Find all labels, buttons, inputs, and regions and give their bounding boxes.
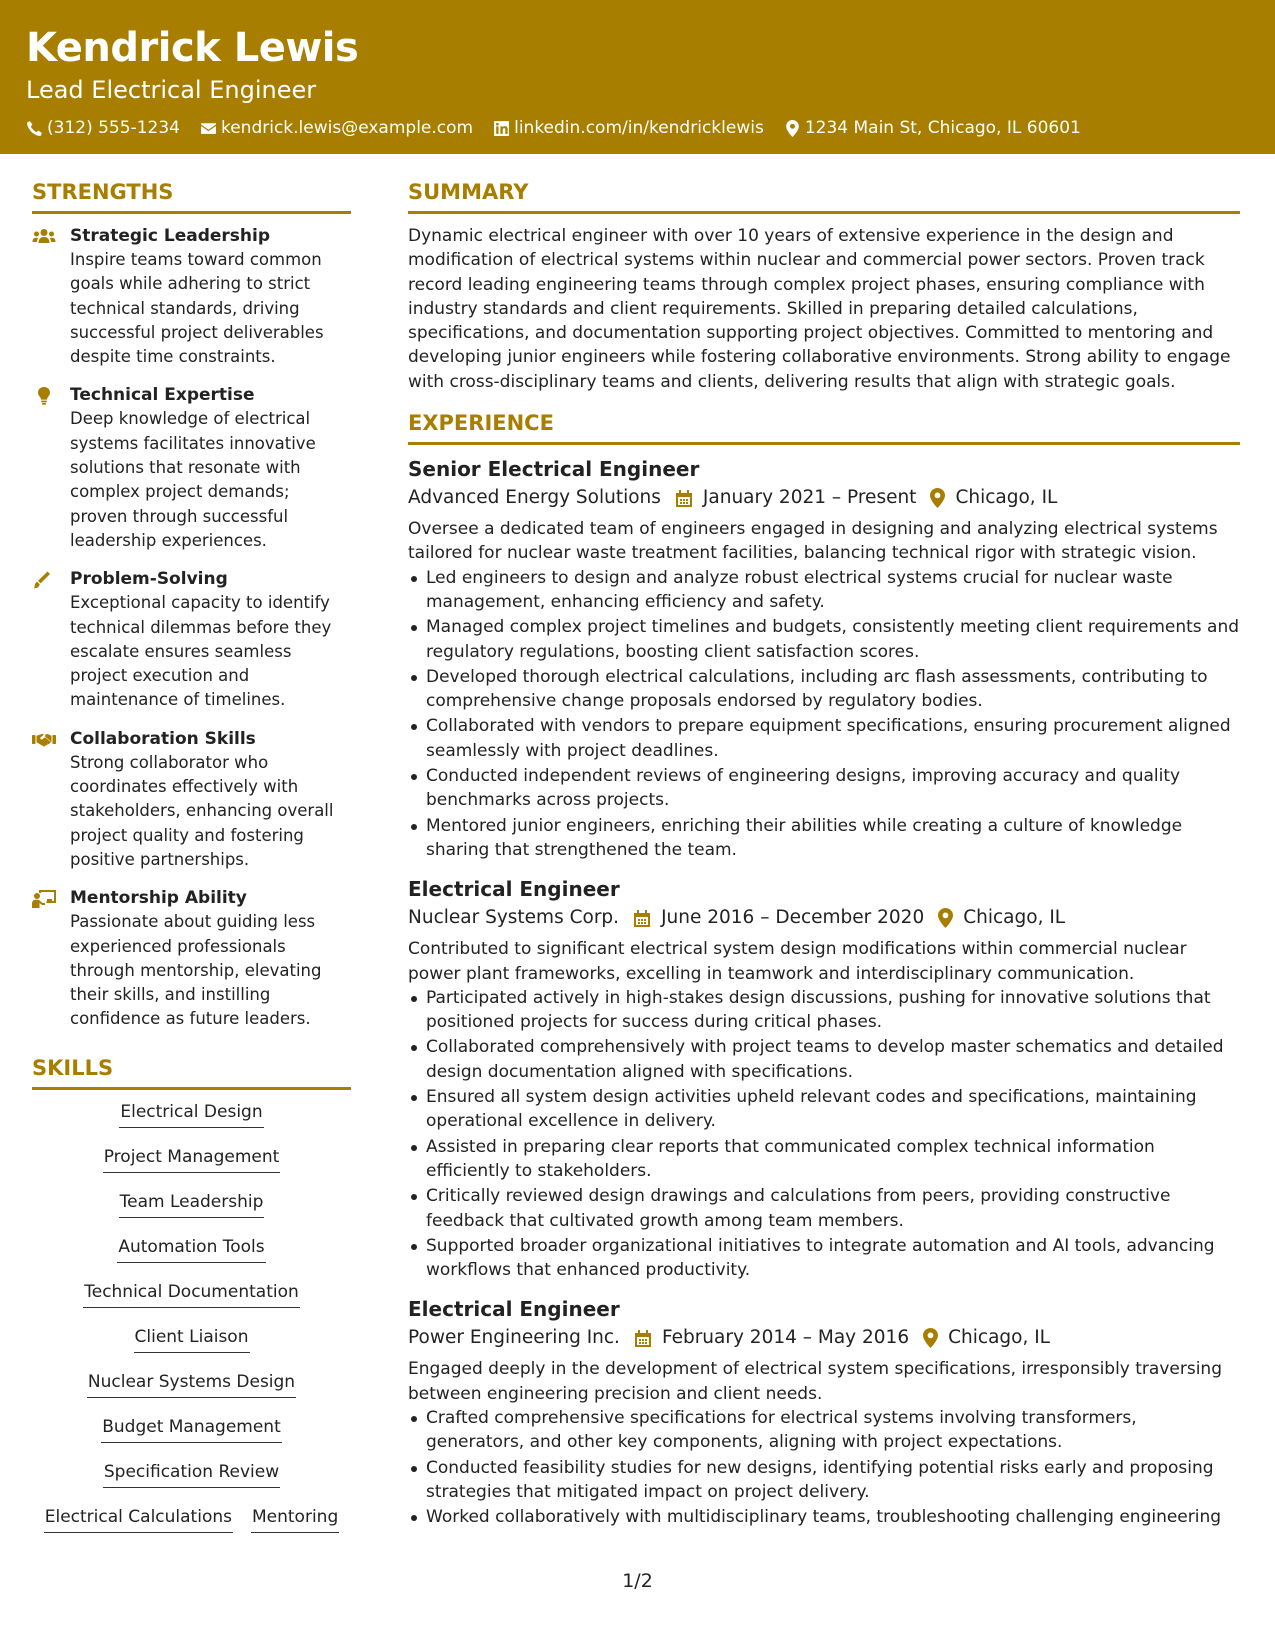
bullet-item: Conducted independent reviews of engineering designs, improving accuracy and quality benchmarks across projects. <box>426 764 1240 813</box>
bullet-item: Critically reviewed design drawings and calculations from peers, providing constructive feedback that cultivated growth among team members. <box>426 1184 1240 1233</box>
company-name: Power Engineering Inc. <box>408 1327 620 1349</box>
job-bullets <box>408 986 1240 1283</box>
lightbulb-icon <box>32 387 56 405</box>
skill-tag: Automation Tools <box>117 1235 265 1263</box>
linkedin-text: linkedin.com/in/kendricklewis <box>514 118 764 138</box>
calendar-icon <box>633 909 651 928</box>
skill-tag: Electrical Calculations <box>44 1505 233 1533</box>
bullet-item: Developed thorough electrical calculations, including arc flash assessments, contributing to comprehensive change proposals endorsed by regulatory bodies. <box>426 665 1240 714</box>
handshake-icon <box>32 731 56 749</box>
bullet-item: Mentored junior engineers, enriching their abilities while creating a culture of knowledge sharing that strengthened the team. <box>426 814 1240 863</box>
linkedin-icon <box>493 120 510 137</box>
strength-name: Strategic Leadership <box>70 226 271 246</box>
teacher-icon <box>32 890 56 908</box>
experience-heading: EXPERIENCE <box>408 409 1240 445</box>
strength-description: Exceptional capacity to identify technical dilemmas before they escalate ensures seamless project execution and maintenance of timelines. <box>70 593 332 710</box>
right-column <box>408 178 1240 1542</box>
skill-tag: Client Liaison <box>134 1325 250 1353</box>
contact-linkedin <box>493 115 764 141</box>
job-description: Oversee a dedicated team of engineers engaged in designing and analyzing electrical systems tailored for nuclear waste treatment facilities, balancing technical rigor with strategic vision. <box>408 519 1218 564</box>
strength-name: Problem-Solving <box>70 569 228 590</box>
strength-item <box>32 727 351 872</box>
job-title: Electrical Engineer <box>408 877 620 902</box>
resume-header <box>0 0 1275 154</box>
phone-icon <box>26 120 43 137</box>
summary-text: Dynamic electrical engineer with over 10 years of extensive experience in the design and modification of electrical systems within nuclear and commercial power sectors. Proven track record leading engineering teams through complex project phases, ensuring compliance with industry standards and client requirements. Skilled in preparing detailed calculations, specifications, and documentation supporting project objectives. Committed to mentoring and developing junior engineers while fostering collaborative environments. Strong ability to engage with cross-disciplinary teams and clients, delivering results that align with strategic goals. <box>408 226 1231 392</box>
skill-tag: Technical Documentation <box>83 1280 300 1308</box>
job-meta <box>408 1323 1240 1353</box>
job-location: Chicago, IL <box>963 907 1066 929</box>
strength-name: Technical Expertise <box>70 385 255 406</box>
job-location: Chicago, IL <box>948 1327 1050 1349</box>
job-description: Engaged deeply in the development of electrical system specifications, irresponsibly traversing between engineering precision and client needs. <box>408 1359 1222 1404</box>
job-description: Contributed to significant electrical system design modifications within commercial nuclear power plant frameworks, excelling in teamwork and interdisciplinary communication. <box>408 939 1187 984</box>
bullet-item: Ensured all system design activities upheld relevant codes and specifications, maintaining operational excellence in delivery. <box>426 1085 1240 1134</box>
job-entry <box>408 455 1240 862</box>
job-title: Electrical Engineer <box>408 1297 620 1322</box>
bullet-item: Collaborated with vendors to prepare equipment specifications, ensuring procurement aligned seamlessly with project deadlines. <box>426 714 1240 763</box>
job-bullets <box>408 1406 1240 1529</box>
phone-text: (312) 555-1234 <box>47 118 180 138</box>
strength-item <box>32 224 351 369</box>
job-dates: June 2016 – December 2020 <box>661 907 925 929</box>
map-marker-icon <box>930 488 945 508</box>
job-title: Senior Electrical Engineer <box>408 457 700 482</box>
strength-name: Collaboration Skills <box>70 728 256 749</box>
bullet-item: Worked collaboratively with multidisciplinary teams, troubleshooting challenging engineering <box>426 1505 1240 1529</box>
candidate-title: Lead Electrical Engineer <box>26 76 317 104</box>
map-marker-icon <box>784 120 801 137</box>
contact-address <box>784 115 1081 141</box>
job-dates: January 2021 – Present <box>702 487 917 509</box>
company-name: Nuclear Systems Corp. <box>408 907 620 929</box>
job-bullets <box>408 566 1240 863</box>
strength-description: Strong collaborator who coordinates effectively with stakeholders, enhancing overall project quality and fostering positive partnerships. <box>70 752 334 869</box>
calendar-icon <box>675 489 693 508</box>
contact-bar <box>26 115 1081 141</box>
skill-tag: Specification Review <box>103 1460 280 1488</box>
address-text: 1234 Main St, Chicago, IL 60601 <box>804 118 1081 138</box>
skill-tag: Team Leadership <box>119 1190 265 1218</box>
skill-tag: Mentoring <box>251 1505 339 1533</box>
job-entry <box>408 1295 1240 1529</box>
bullet-item: Collaborated comprehensively with project teams to develop master schematics and detailed design documentation aligned with specifications. <box>426 1035 1240 1084</box>
strength-item <box>32 383 351 553</box>
skills-list <box>32 1100 351 1550</box>
strengths-heading: STRENGTHS <box>32 178 351 214</box>
strength-description: Inspire teams toward common goals while adhering to strict technical standards, driving successful project deliverables despite time constraints. <box>70 250 324 367</box>
strength-name: Mentorship Ability <box>70 888 247 909</box>
email-text: kendrick.lewis@example.com <box>220 118 474 138</box>
bullet-item: Conducted feasibility studies for new designs, identifying potential risks early and proposing strategies that mitigated impact on project delivery. <box>426 1456 1240 1505</box>
candidate-name: Kendrick Lewis <box>26 25 359 71</box>
calendar-icon <box>634 1329 652 1348</box>
company-name: Advanced Energy Solutions <box>408 487 661 509</box>
contact-email <box>200 115 473 141</box>
job-dates: February 2014 – May 2016 <box>661 1327 910 1349</box>
strength-description: Passionate about guiding less experienced professionals through mentorship, elevating their skills, and instilling confidence as future leaders. <box>70 912 322 1029</box>
map-marker-icon <box>923 1328 938 1348</box>
bullet-item: Crafted comprehensive specifications for electrical systems involving transformers, generators, and other key components, aligning with project expectations. <box>426 1406 1240 1455</box>
job-location: Chicago, IL <box>955 487 1058 509</box>
skill-tag: Electrical Design <box>119 1100 263 1128</box>
bullet-item: Supported broader organizational initiatives to integrate automation and AI tools, advancing workflows that enhanced productivity. <box>426 1234 1240 1283</box>
strength-item <box>32 567 351 712</box>
skill-tag: Nuclear Systems Design <box>87 1370 296 1398</box>
contact-phone <box>26 115 180 141</box>
map-marker-icon <box>938 908 953 928</box>
skills-heading: SKILLS <box>32 1054 351 1090</box>
left-column <box>32 178 351 1550</box>
bullet-item: Managed complex project timelines and budgets, consistently meeting client requirements and regulatory regulations, boosting client satisfaction scores. <box>426 615 1240 664</box>
envelope-icon <box>200 120 217 137</box>
bullet-item: Participated actively in high-stakes design discussions, pushing for innovative solutions that positioned projects for success during critical phases. <box>426 986 1240 1035</box>
job-meta <box>408 903 1240 933</box>
job-entry <box>408 875 1240 1282</box>
wand-icon <box>32 571 56 589</box>
skill-tag: Project Management <box>103 1145 281 1173</box>
skill-tag: Budget Management <box>101 1415 282 1443</box>
bullet-item: Led engineers to design and analyze robust electrical systems crucial for nuclear waste management, enhancing efficiency and safety. <box>426 566 1240 615</box>
summary-heading: SUMMARY <box>408 178 1240 214</box>
strength-item <box>32 886 351 1031</box>
page-number: 1/2 <box>622 1570 653 1592</box>
bullet-item: Assisted in preparing clear reports that communicated complex technical information efficiently to stakeholders. <box>426 1135 1240 1184</box>
job-meta <box>408 483 1240 513</box>
strength-description: Deep knowledge of electrical systems facilitates innovative solutions that resonate with complex project demands; proven through successful leadership experiences. <box>70 409 316 550</box>
users-icon <box>32 228 56 246</box>
